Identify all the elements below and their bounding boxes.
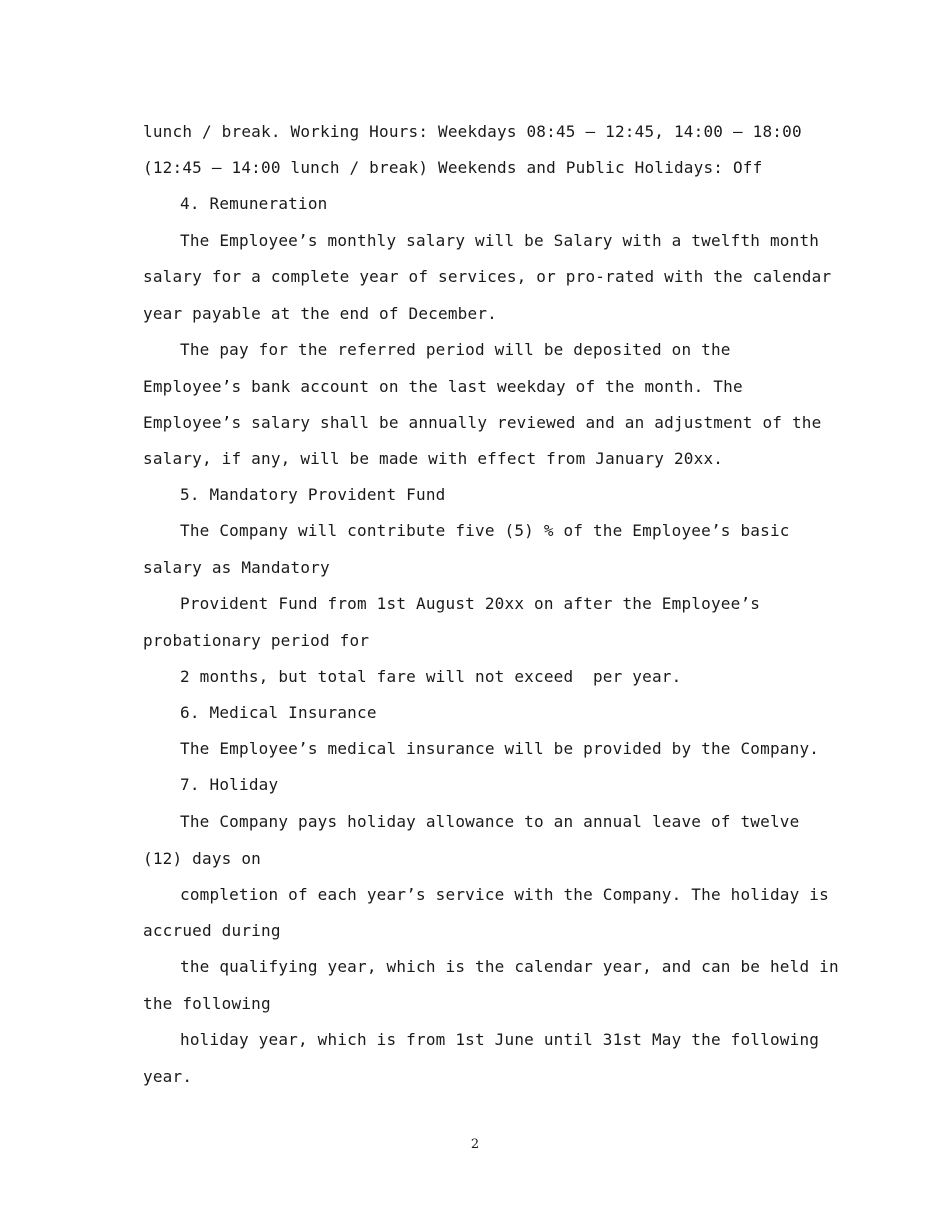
section-heading-remuneration: 4. Remuneration [180, 194, 328, 213]
body-text-line: probationary period for [143, 631, 370, 650]
body-text-line: salary as Mandatory [143, 558, 330, 577]
body-text-line: accrued during [143, 921, 281, 940]
body-text-line: The Company will contribute five (5) % of the Employee’s basic [180, 521, 790, 540]
body-text-line: The Employee’s monthly salary will be Salary with a twelfth month [180, 231, 820, 250]
body-text-line: completion of each year’s service with the Company. The holiday is [180, 885, 829, 904]
body-text-line: the following [143, 994, 271, 1013]
body-text-line: year. [143, 1067, 193, 1086]
body-text-line: salary, if any, will be made with effect from January 20xx. [143, 449, 724, 468]
body-text-line: lunch / break. Working Hours: Weekdays 08:45 – 12:45, 14:00 – 18:00 [143, 122, 802, 141]
body-text-line: Provident Fund from 1st August 20xx on after the Employee’s [180, 594, 761, 613]
body-text-line: year payable at the end of December. [143, 304, 497, 323]
body-text-line: Employee’s bank account on the last weekday of the month. The [143, 377, 743, 396]
body-text-line: the qualifying year, which is the calendar year, and can be held in [180, 957, 839, 976]
body-text-line: The Employee’s medical insurance will be provided by the Company. [180, 739, 820, 758]
section-heading-medical-insurance: 6. Medical Insurance [180, 703, 377, 722]
body-text-line: holiday year, which is from 1st June until 31st May the following [180, 1030, 820, 1049]
body-text-line: salary for a complete year of services, or pro-rated with the calendar [143, 267, 832, 286]
body-text-line: (12:45 – 14:00 lunch / break) Weekends and Public Holidays: Off [143, 158, 763, 177]
body-text-line: 2 months, but total fare will not exceed per year. [180, 667, 682, 686]
page-number: 2 [470, 1137, 480, 1152]
section-heading-holiday: 7. Holiday [180, 775, 279, 794]
body-text-line: (12) days on [143, 849, 261, 868]
body-text-line: Employee’s salary shall be annually reviewed and an adjustment of the [143, 413, 822, 432]
section-heading-provident-fund: 5. Mandatory Provident Fund [180, 485, 446, 504]
body-text-line: The pay for the referred period will be deposited on the [180, 340, 731, 359]
body-text-line: The Company pays holiday allowance to an annual leave of twelve [180, 812, 800, 831]
